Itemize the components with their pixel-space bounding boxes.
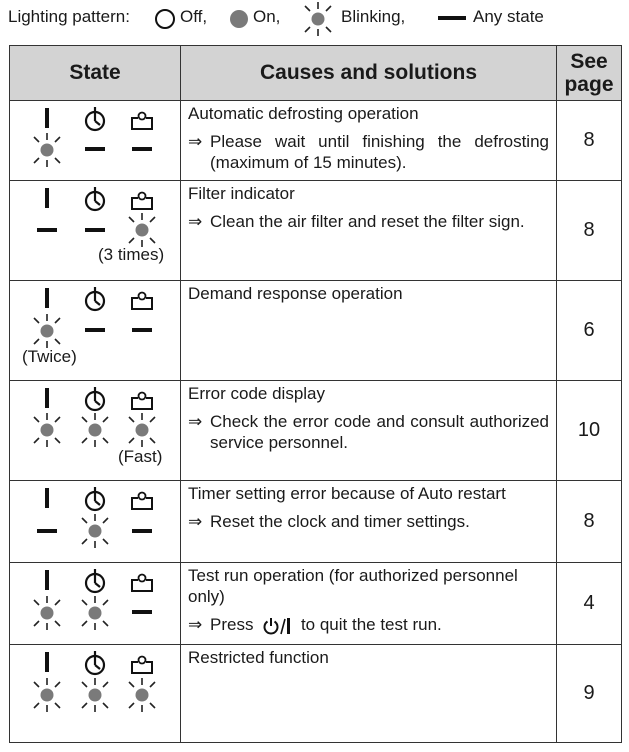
state-cell	[10, 645, 181, 743]
cause-title: Test run operation (for authorized personnel only)	[188, 566, 518, 606]
off-lamp-icon	[154, 8, 176, 30]
arrow-icon: ⇒	[188, 212, 203, 231]
legend-prefix: Lighting pattern:	[8, 7, 130, 26]
page-ref: 8	[557, 101, 622, 181]
indicator-lamps	[10, 101, 180, 181]
table-header-row	[10, 46, 622, 101]
table-row	[10, 645, 622, 743]
page-ref: 4	[557, 563, 622, 645]
arrow-icon: ⇒	[188, 512, 203, 531]
page-ref: 8	[557, 481, 622, 563]
state-cell	[10, 181, 181, 281]
header-see: See	[570, 50, 608, 73]
cause-title: Restricted function	[188, 648, 329, 667]
page-ref: 6	[557, 281, 622, 381]
legend-on-label: On,	[253, 7, 281, 26]
indicator-lamps	[10, 563, 180, 645]
table-row	[10, 181, 622, 281]
causes-cell	[181, 645, 557, 743]
page-ref: 10	[557, 381, 622, 481]
header-causes: Causes and solutions	[181, 46, 557, 101]
causes-cell	[181, 381, 557, 481]
state-cell	[10, 381, 181, 481]
page-ref: 9	[557, 645, 622, 743]
legend-any-label: Any state	[473, 7, 544, 26]
cause-title: Demand response operation	[188, 284, 403, 303]
state-cell	[10, 281, 181, 381]
cause-title: Automatic defrosting operation	[188, 104, 419, 123]
causes-cell	[181, 101, 557, 181]
arrow-icon: ⇒	[188, 412, 203, 431]
legend-blinking-label: Blinking,	[341, 7, 406, 26]
arrow-icon: ⇒	[188, 615, 203, 634]
indicator-lamps	[10, 481, 180, 563]
lighting-legend	[8, 0, 628, 40]
solution: ⇒ Please wait until finishing the defrosting (maximum of 15 minutes).	[188, 132, 549, 172]
header-state: State	[10, 46, 181, 101]
solution: ⇒ Press to quit the test run.	[188, 615, 442, 634]
causes-cell	[181, 181, 557, 281]
header-see-page	[557, 46, 622, 101]
causes-cell	[181, 563, 557, 645]
header-page: page	[564, 73, 614, 96]
cause-title: Filter indicator	[188, 184, 295, 203]
solution: ⇒ Reset the clock and timer settings.	[188, 512, 470, 531]
power-standby-icon	[262, 616, 292, 636]
state-cell	[10, 563, 181, 645]
table-row	[10, 563, 622, 645]
on-lamp-icon	[228, 8, 250, 30]
arrow-icon: ⇒	[188, 132, 203, 151]
cause-title: Error code display	[188, 384, 326, 403]
table-row	[10, 481, 622, 563]
legend-off-label: Off,	[180, 7, 208, 26]
blink-speed-note: (Fast)	[118, 447, 163, 466]
solution: ⇒ Clean the air filter and reset the filter sign.	[188, 212, 525, 231]
solution: ⇒ Check the error code and consult authorized service personnel.	[188, 412, 549, 452]
indicator-lamps	[10, 181, 180, 281]
page-ref: 8	[557, 181, 622, 281]
state-cell	[10, 101, 181, 181]
any-state-dash-icon	[436, 12, 472, 24]
causes-cell	[181, 481, 557, 563]
blink-count-note: (Twice)	[22, 347, 77, 366]
blink-count-note: (3 times)	[98, 245, 165, 264]
blinking-lamp-icon	[300, 0, 336, 40]
status-table	[9, 45, 622, 743]
state-cell	[10, 481, 181, 563]
causes-cell	[181, 281, 557, 381]
indicator-lamps	[10, 645, 180, 743]
table-row	[10, 101, 622, 181]
cause-title: Timer setting error because of Auto restart	[188, 484, 506, 503]
table-row	[10, 281, 622, 381]
table-row	[10, 381, 622, 481]
